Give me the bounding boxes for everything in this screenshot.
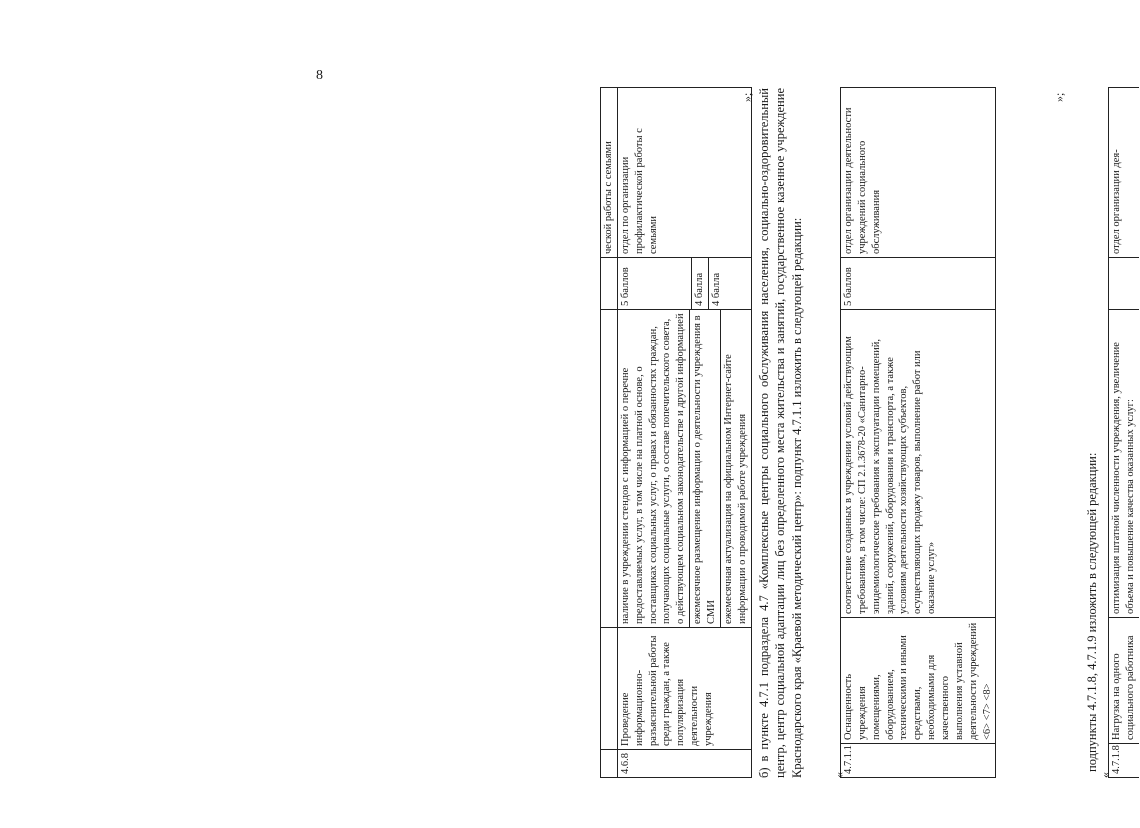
closing-quote-1: »; — [740, 92, 754, 102]
responsible-department: отдел организации деятельности учреждений социального обслуживания — [841, 88, 996, 258]
criteria-cell: соответствие созданных в учреждении условий действующим требованиям, в том числе: СП 2.1.3678-20 «Санитарно-эпидемиологические требования к эксплуатации помещений, зданий, сооружений, оборудования и транспорта, а также условиям деятельности хозяйствующих субъектов, осуществляющих продажу товаров, выполнение работ или оказание услуг» — [841, 310, 996, 618]
indicator-name: Оснащенность учреждения помещениями, оборудованием, техническими и иными средствами, необходимыми для качественного выполнения уставной деятельности учреждений <6> <7> <8> — [841, 618, 996, 744]
table-row — [601, 88, 618, 778]
responsible-department: отдел по организации профилактической работы с семьями — [617, 88, 751, 258]
row-number: 4.6.8 — [617, 750, 751, 778]
score-cell — [1109, 258, 1139, 310]
opening-quote-1: « — [832, 772, 846, 778]
closing-quote-2: »; — [1052, 92, 1066, 102]
table-4-6-8 — [600, 87, 752, 778]
table-4-7-1-8 — [1108, 87, 1139, 778]
paragraph-b: б) в пункте 4.7.1 подраздела 4.7 «Комплексные центры социального обслуживания населения, социально-оздоровительный центр, центр социальной адаптации лиц без определенного места жительства и занятий, государственное казенное учреждение Краснодарского края «Краевой методический центр»: подпункт 4.7.1.1 изложить в следующей редакции: — [757, 88, 804, 778]
score-3: 4 балла — [708, 258, 725, 309]
responsible-department: отдел организации дея- — [1109, 88, 1139, 258]
criterion-3: ежемесячная актуализация на официальном Интернет-сайте информации о проводимой работе учреждения — [720, 310, 751, 627]
rotated-content — [600, 88, 1140, 778]
row-number: 4.7.1.1 — [841, 744, 996, 778]
indicator-name: Проведение информационно-разъяснительной работы среди граждан, а также популяризация деятельности учреждения — [617, 628, 751, 750]
score-2: 4 балла — [691, 258, 708, 309]
paragraph-subpoints: подпункты 4.7.1.8, 4.7.1.9 изложить в следующей редакции: — [1085, 452, 1099, 772]
table-4-7-1-1 — [840, 87, 996, 778]
table-row — [617, 88, 751, 778]
responsible-cell-continued: ческой работы с семьями — [601, 88, 618, 258]
row-number: 4.7.1.8 — [1109, 744, 1139, 778]
criterion-2: ежемесячное размещение информации о деятельности учреждения в СМИ — [689, 310, 720, 627]
table-row — [841, 88, 996, 778]
criterion-1: наличие в учреждении стендов с информацией о перечне предоставляемых услуг, в том числе на платной основе, о поставщиках социальных услуг, о правах и обязанностях граждан, получающих социальные услуги, о составе попечительского совета, о действующем социальном законодательстве и другой информацией — [619, 313, 687, 624]
opening-quote-2: « — [1098, 772, 1112, 778]
score-1: 5 баллов — [619, 267, 631, 306]
score-cell — [617, 258, 751, 310]
indicator-name: Нагрузка на одного социального работника — [1109, 618, 1139, 744]
criteria-cell — [617, 310, 751, 628]
table-row — [1109, 88, 1139, 778]
page-number: 8 — [316, 68, 323, 83]
score-cell: 5 баллов — [841, 258, 996, 310]
criteria-cell: оптимизация штатной численности учреждения, увеличение объема и повышение качества оказанных услуг: — [1109, 310, 1139, 618]
